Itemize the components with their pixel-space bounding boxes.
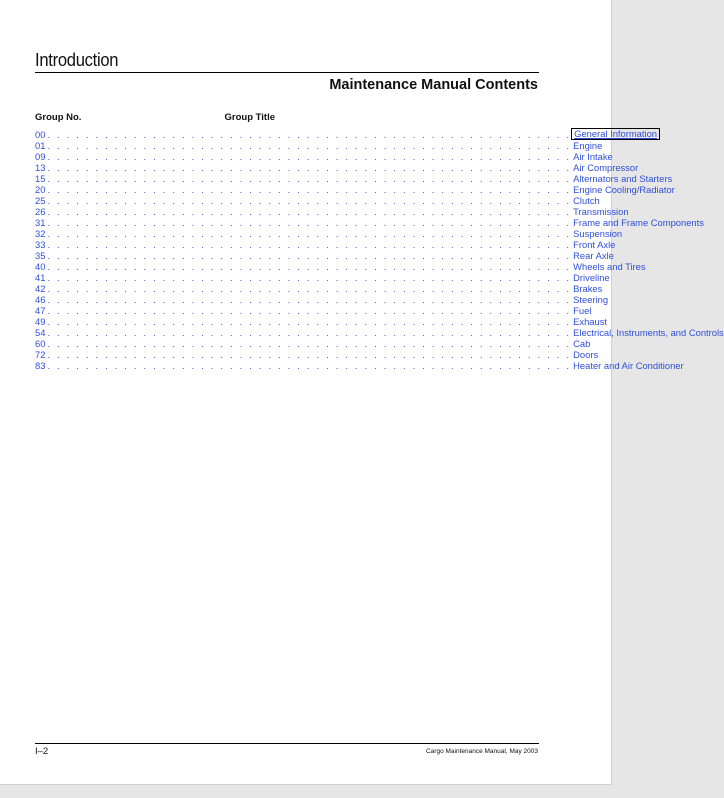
toc-leader-dots: . . . . . . . . . . . . . . . . . . . . . . . . . . . . . . . . . . . . . . . . . . . . . . . . . . . . . . .	[47, 338, 572, 349]
toc-link-54[interactable]	[35, 327, 724, 338]
table-of-contents	[35, 128, 724, 371]
toc-group-title: Engine Cooling/Radiator	[573, 184, 675, 195]
toc-leader-dots: . . . . . . . . . . . . . . . . . . . . . . . . . . . . . . . . . . . . . . . . . . . . . . . . . . . . . . .	[47, 151, 572, 162]
toc-leader-dots: . . . . . . . . . . . . . . . . . . . . . . . . . . . . . . . . . . . . . . . . . . . . . . . . . . . . . . .	[47, 283, 572, 294]
toc-leader-dots: . . . . . . . . . . . . . . . . . . . . . . . . . . . . . . . . . . . . . . . . . . . . . . . . . . . . . . .	[47, 195, 572, 206]
toc-link-72[interactable]	[35, 349, 599, 360]
toc-group-title: Doors	[573, 349, 599, 360]
toc-leader-dots: . . . . . . . . . . . . . . . . . . . . . . . . . . . . . . . . . . . . . . . . . . . . . . . . . . . . . . .	[47, 162, 572, 173]
toc-group-number: 46	[35, 294, 46, 305]
toc-group-title: Frame and Frame Components	[573, 217, 704, 228]
toc-leader-dots: . . . . . . . . . . . . . . . . . . . . . . . . . . . . . . . . . . . . . . . . . . . . . . . . . . . . . . .	[47, 206, 572, 217]
toc-group-number: 13	[35, 162, 46, 173]
toc-group-title: Brakes	[573, 283, 603, 294]
toc-leader-dots: . . . . . . . . . . . . . . . . . . . . . . . . . . . . . . . . . . . . . . . . . . . . . . . . . . . . . . .	[47, 272, 572, 283]
toc-link-01[interactable]	[35, 140, 603, 151]
toc-link-47[interactable]	[35, 305, 592, 316]
toc-link-49[interactable]	[35, 316, 608, 327]
toc-leader-dots: . . . . . . . . . . . . . . . . . . . . . . . . . . . . . . . . . . . . . . . . . . . . . . . . . . . . . . .	[47, 316, 572, 327]
toc-leader-dots: . . . . . . . . . . . . . . . . . . . . . . . . . . . . . . . . . . . . . . . . . . . . . . . . . . . . . . .	[47, 250, 572, 261]
toc-group-title: Exhaust	[573, 316, 608, 327]
toc-group-number: 31	[35, 217, 46, 228]
toc-group-title: Wheels and Tires	[573, 261, 646, 272]
toc-group-title: General Information	[571, 128, 660, 140]
toc-group-number: 41	[35, 272, 46, 283]
toc-leader-dots: . . . . . . . . . . . . . . . . . . . . . . . . . . . . . . . . . . . . . . . . . . . . . . . . . . . . . . .	[47, 228, 572, 239]
toc-group-title: Alternators and Starters	[573, 173, 673, 184]
toc-link-32[interactable]	[35, 228, 623, 239]
toc-group-number: 72	[35, 349, 46, 360]
toc-link-09[interactable]	[35, 151, 613, 162]
toc-group-number: 42	[35, 283, 46, 294]
toc-link-31[interactable]	[35, 217, 704, 228]
toc-group-title: Suspension	[573, 228, 623, 239]
toc-group-number: 32	[35, 228, 46, 239]
toc-group-title: Rear Axle	[573, 250, 614, 261]
toc-group-title: Cab	[573, 338, 591, 349]
toc-group-number: 00	[35, 129, 46, 140]
toc-group-number: 83	[35, 360, 46, 371]
group-title-header: Group Title	[224, 112, 275, 123]
toc-group-title: Driveline	[573, 272, 610, 283]
toc-group-number: 49	[35, 316, 46, 327]
toc-group-number: 54	[35, 327, 46, 338]
toc-group-number: 26	[35, 206, 46, 217]
toc-link-13[interactable]	[35, 162, 639, 173]
toc-group-title: Electrical, Instruments, and Controls	[573, 327, 724, 338]
toc-leader-dots: . . . . . . . . . . . . . . . . . . . . . . . . . . . . . . . . . . . . . . . . . . . . . . . . . . . . . . .	[47, 140, 572, 151]
toc-leader-dots: . . . . . . . . . . . . . . . . . . . . . . . . . . . . . . . . . . . . . . . . . . . . . . . . . . . . . . .	[47, 184, 572, 195]
toc-leader-dots: . . . . . . . . . . . . . . . . . . . . . . . . . . . . . . . . . . . . . . . . . . . . . . . . . . . . . . .	[47, 349, 572, 360]
toc-group-title: Engine	[573, 140, 603, 151]
toc-link-42[interactable]	[35, 283, 603, 294]
toc-leader-dots: . . . . . . . . . . . . . . . . . . . . . . . . . . . . . . . . . . . . . . . . . . . . . . . . . . . . . . .	[47, 305, 572, 316]
toc-group-title: Heater and Air Conditioner	[573, 360, 684, 371]
page-number: I–2	[35, 746, 49, 757]
toc-link-41[interactable]	[35, 272, 610, 283]
toc-group-number: 47	[35, 305, 46, 316]
toc-link-00[interactable]	[35, 128, 658, 140]
toc-leader-dots: . . . . . . . . . . . . . . . . . . . . . . . . . . . . . . . . . . . . . . . . . . . . . . . . . . . . . . .	[47, 129, 572, 140]
toc-group-number: 01	[35, 140, 46, 151]
toc-group-number: 15	[35, 173, 46, 184]
toc-group-title: Front Axle	[573, 239, 616, 250]
toc-group-number: 09	[35, 151, 46, 162]
toc-group-number: 40	[35, 261, 46, 272]
toc-leader-dots: . . . . . . . . . . . . . . . . . . . . . . . . . . . . . . . . . . . . . . . . . . . . . . . . . . . . . . .	[47, 261, 572, 272]
toc-group-number: 60	[35, 338, 46, 349]
footer-rule	[35, 743, 539, 744]
toc-link-60[interactable]	[35, 338, 591, 349]
toc-leader-dots: . . . . . . . . . . . . . . . . . . . . . . . . . . . . . . . . . . . . . . . . . . . . . . . . . . . . . . .	[47, 173, 572, 184]
toc-group-title: Steering	[573, 294, 609, 305]
toc-group-title: Clutch	[573, 195, 600, 206]
toc-group-number: 35	[35, 250, 46, 261]
toc-group-number: 33	[35, 239, 46, 250]
footer-text: Cargo Maintenance Manual, May 2003	[425, 748, 538, 755]
toc-group-number: 25	[35, 195, 46, 206]
toc-leader-dots: . . . . . . . . . . . . . . . . . . . . . . . . . . . . . . . . . . . . . . . . . . . . . . . . . . . . . . .	[47, 327, 572, 338]
toc-leader-dots: . . . . . . . . . . . . . . . . . . . . . . . . . . . . . . . . . . . . . . . . . . . . . . . . . . . . . . .	[47, 360, 572, 371]
toc-group-title: Air Intake	[573, 151, 613, 162]
toc-link-83[interactable]	[35, 360, 684, 371]
toc-link-20[interactable]	[35, 184, 675, 195]
toc-link-25[interactable]	[35, 195, 600, 206]
toc-group-number: 20	[35, 184, 46, 195]
toc-link-40[interactable]	[35, 261, 646, 272]
toc-link-33[interactable]	[35, 239, 616, 250]
toc-link-46[interactable]	[35, 294, 609, 305]
toc-leader-dots: . . . . . . . . . . . . . . . . . . . . . . . . . . . . . . . . . . . . . . . . . . . . . . . . . . . . . . .	[47, 239, 572, 250]
toc-leader-dots: . . . . . . . . . . . . . . . . . . . . . . . . . . . . . . . . . . . . . . . . . . . . . . . . . . . . . . .	[47, 217, 572, 228]
toc-group-title: Air Compressor	[573, 162, 639, 173]
toc-link-35[interactable]	[35, 250, 614, 261]
toc-link-26[interactable]	[35, 206, 629, 217]
toc-group-title: Fuel	[573, 305, 592, 316]
group-no-header: Group No.	[35, 112, 82, 123]
toc-group-title: Transmission	[573, 206, 629, 217]
toc-leader-dots: . . . . . . . . . . . . . . . . . . . . . . . . . . . . . . . . . . . . . . . . . . . . . . . . . . . . . . .	[47, 294, 572, 305]
document-title: Maintenance Manual Contents	[329, 77, 538, 93]
header-rule	[35, 72, 539, 73]
toc-link-15[interactable]	[35, 173, 673, 184]
section-title: Introduction	[35, 50, 119, 70]
